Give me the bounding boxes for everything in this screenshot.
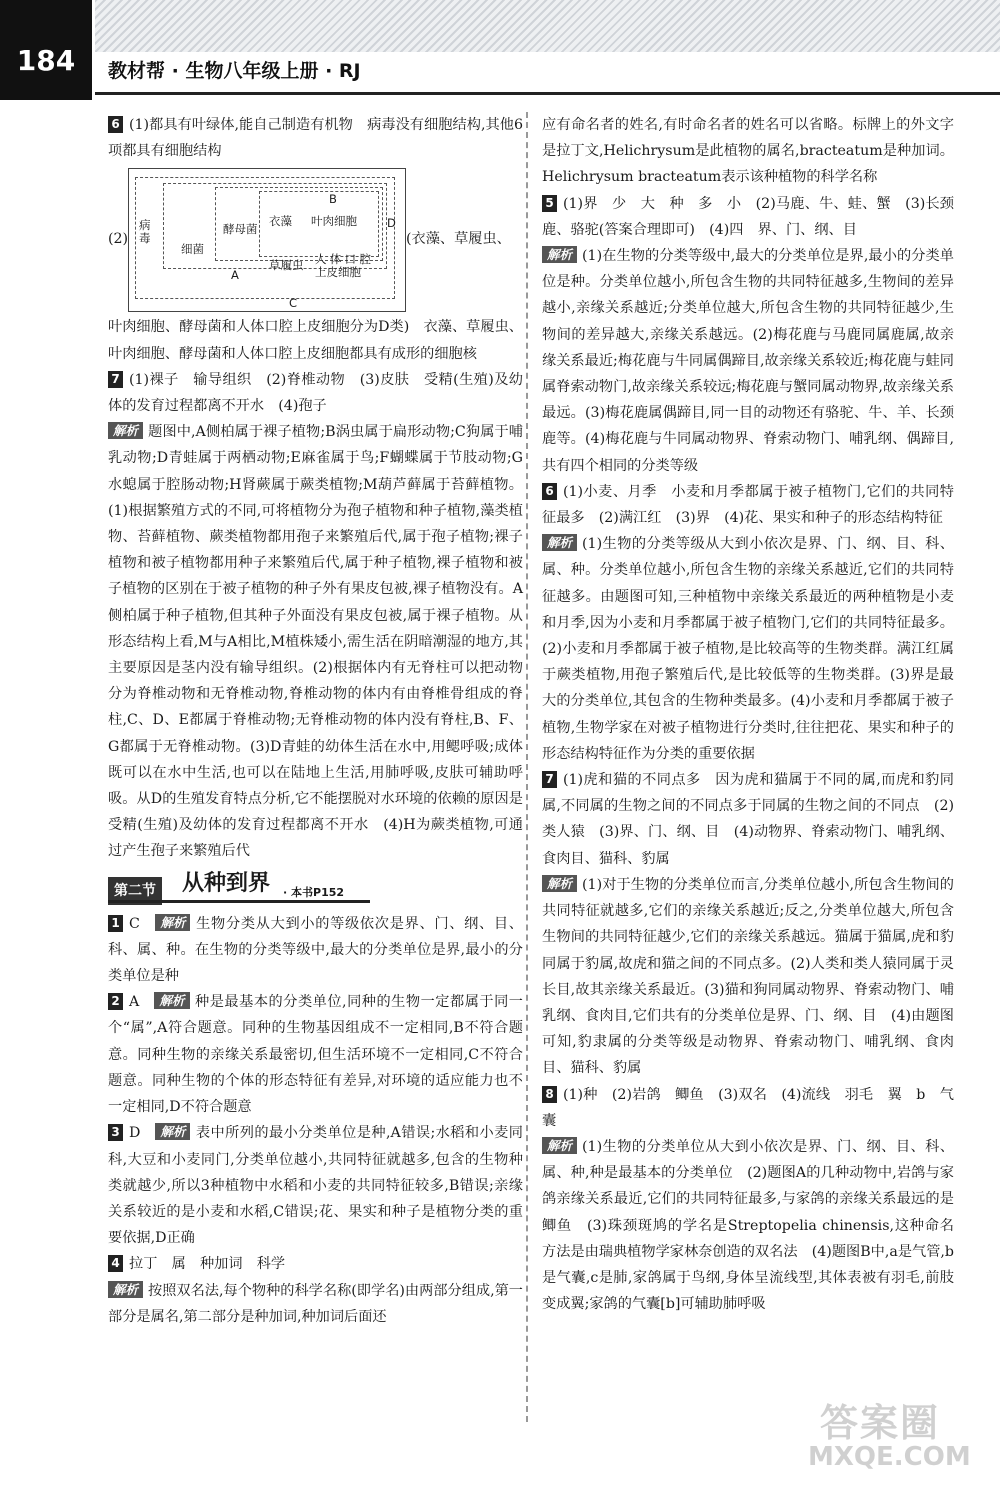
- explanation-text: (1)对于生物的分类单位而言,分类单位越小,所包含生物间的共同特征就越多,它们的亲缘关系越近;反之,分类单位越大,所包含生物间的共同特征越少,它们的亲缘关系越远。猫属于猫属,虎和豹同属于豹属,故虎和猫之间的不同点多。(2)人类和类人猿同属于灵长目,故其亲缘关系最近。(3)猫和狗同属动物界、脊索动物门、哺乳纲、食肉目,它们共有的分类单位是界、门、纲、目 (4)由题图可知,豹隶属的分类等级是动物界、脊索动物门、哺乳纲、食肉目、猫科、豹属: [542, 876, 954, 1077]
- page-header: [0, 0, 1000, 100]
- section-title: 从种到界: [182, 870, 271, 896]
- analysis-tag: 解析: [542, 875, 577, 892]
- explanation-text: 题图中,A侧柏属于裸子植物;B涡虫属于扁形动物;C狗属于哺乳动物;D青蛙属于两栖动物;E麻雀属于鸟;F蝴蝶属于节肢动物;G水螅属于腔肠动物;H肾蕨属于蕨类植物;M葫芦藓属于苔藓植物。(1)根据繁殖方式的不同,可将植物分为孢子植物和种子植物,藻类植物、苔藓植物、蕨类植物都用孢子来繁殖后代,属于孢子植物;裸子植物和被子植物都用种子来繁殖后代,属于种子植物,裸子植物和被子植物的区别在于被子植物的种子外有果皮包被,裸子植物没有。A侧柏属于种子植物,但其种子外面没有果皮包被,属于裸子植物。从形态结构上看,M与A相比,M植株矮小,需生活在阴暗潮湿的地方,其主要原因是茎内没有输导组织。(2)根据体内有无脊柱可以把动物分为脊椎动物和无脊椎动物,脊椎动物的体内有由脊椎骨组成的脊柱,C、D、E都属于脊椎动物;无脊椎动物的体内没有脊柱,B、F、G都属于无脊椎动物。(3)D青蛙的幼体生活在水中,用鳃呼吸;成体既可以在水中生活,也可以在陆地上生活,用肺呼吸,皮肤可辅助呼吸。从D的生殖发育特点分析,它不能摆脱对水环境的依赖的原因是受精(生殖)及幼体的发育过程都离不开水 (4)H为蕨类植物,可通过产生孢子来繁殖后代: [108, 424, 523, 860]
- answer-6: [108, 112, 523, 164]
- section-tag: 第二节: [108, 877, 162, 905]
- label-chlamydomonas: 衣藻: [269, 214, 292, 229]
- explanation-s6: [542, 531, 954, 767]
- question-number: 1: [108, 915, 123, 932]
- label-virus: 病毒: [139, 218, 151, 246]
- explanation-text: (1)在生物的分类等级中,最大的分类单位是界,最小的分类单位是种。分类单位越小,所包含生物的共同特征越多,生物间的差异越小,亲缘关系越近;分类单位越大,所包含生物的共同特征越少,生物间的差异越大,亲缘关系越远。(2)梅花鹿与马鹿同属鹿属,故亲缘关系最近;梅花鹿与牛同属偶蹄目,故亲缘关系较近;梅花鹿与蛙同属脊索动物门,故亲缘关系较远;梅花鹿与蟹同属动物界,故亲缘关系最远。(3)梅花鹿属偶蹄目,同一目的动物还有骆驼、牛、羊、长颈鹿等。(4)梅花鹿与牛同属动物界、脊索动物门、哺乳纲、偶蹄目,共有四个相同的分类等级: [542, 248, 954, 474]
- header-pattern: [95, 0, 1000, 52]
- header-rule: [95, 92, 1000, 95]
- explanation-s4: [108, 1278, 523, 1330]
- answer-text: 拉丁 属 种加词 科学: [129, 1256, 286, 1273]
- explanation-7: [108, 419, 523, 864]
- answer-s2: [108, 989, 523, 1120]
- watermark-url: MXQE.COM: [808, 1442, 971, 1472]
- right-column: [542, 112, 954, 1317]
- analysis-tag: 解析: [542, 534, 577, 551]
- label-c: C: [289, 296, 298, 311]
- answer-s8: [542, 1082, 954, 1134]
- answer-text: (1)种 (2)岩鸽 鲫鱼 (3)双名 (4)流线 羽毛 翼 b 气囊: [542, 1086, 954, 1129]
- question-number: 7: [108, 371, 123, 388]
- answer-s7: [542, 767, 954, 872]
- question-number: 6: [542, 483, 557, 500]
- question-number: 7: [542, 771, 557, 788]
- label-bacteria: 细菌: [181, 242, 204, 257]
- answer-text: (1)都具有叶绿体,能自己制造有机物 病毒没有细胞结构,其他6项都具有细胞结构: [108, 117, 523, 160]
- question-number: 6: [108, 116, 123, 133]
- left-column: [108, 112, 523, 1330]
- answer-s5: [542, 191, 954, 243]
- explanation-text: 生物分类从大到小的等级依次是界、门、纲、目、科、属、种。在生物的分类等级中,最大的分类单位是界,最小的分类单位是种: [108, 915, 523, 985]
- answer-s3: [108, 1120, 523, 1251]
- answer-text: (1)界 少 大 种 多 小 (2)马鹿、牛、蛙、蟹 (3)长颈鹿、骆驼(答案合理即可) (4)四 界、门、纲、目: [542, 195, 954, 238]
- book-title: 教材帮 · 生物八年级上册 · RJ: [108, 60, 361, 82]
- diagram-suffix: (衣藻、草履虫、: [406, 231, 511, 248]
- explanation-text: (1)生物的分类等级从大到小依次是界、门、纲、目、科、属、种。分类单位越小,所包含生物的亲缘关系越近,它们的共同特征越多。由题图可知,三种植物中亲缘关系最近的两种植物是小麦和月季,因为小麦和月季都属于被子植物门,它们的共同特征最多。(2)小麦和月季都属于被子植物,是比较高等的生物类群。满江红属于蕨类植物,用孢子繁殖后代,是比较低等的生物类群。(3)界是最大的分类单位,其包含的生物种类最多。(4)小麦和月季都属于被子植物,生物学家在对被子植物进行分类时,往往把花、果实和种子的形态结构特征作为分类的重要依据: [542, 536, 954, 762]
- analysis-tag: 解析: [154, 992, 189, 1009]
- explanation-s4-continued: 应有命名者的姓名,有时命名者的姓名可以省略。标牌上的外文字是拉丁文,Helichrysum是此植物的属名,bracteatum是种加词。Helichrysum bracteatum表示该种植物的科学名称: [542, 117, 954, 186]
- column-divider: [526, 112, 528, 1422]
- answer-choice: C: [129, 915, 140, 932]
- explanation-text: 表中所列的最小分类单位是种,A错误;水稻和小麦同科,大豆和小麦同门,分类单位越小,共同特征就越多,包含的生物种类就越少,所以3种植物中水稻和小麦的共同特征较多,B错误;亲缘关系较近的是小麦和水稻,C错误;花、果实和种子是植物分类的重要依据,D正确: [108, 1125, 523, 1247]
- section-rule: [108, 900, 370, 903]
- analysis-tag: 解析: [542, 1137, 577, 1154]
- explanation-s8: [542, 1134, 954, 1317]
- answer-text: (1)小麦、月季 小麦和月季都属于被子植物门,它们的共同特征最多 (2)满江红 (3)界 (4)花、果实和种子的形态结构特征: [542, 483, 954, 527]
- analysis-tag: 解析: [155, 1123, 190, 1140]
- label-paramecium: 草履虫: [269, 258, 304, 273]
- explanation-s7: [542, 872, 954, 1082]
- analysis-tag: 解析: [155, 914, 190, 931]
- classification-diagram: [128, 168, 406, 312]
- question-number: 4: [108, 1255, 123, 1272]
- diagram-prefix: (2): [108, 231, 129, 248]
- explanation-text: (1)生物的分类单位从大到小依次是界、门、纲、目、科、属、种,种是最基本的分类单位 (2)题图A的几种动物中,岩鸽与家鸽亲缘关系最近,它们的共同特征最多,与家鸽的亲缘关系最远的是鲫鱼 (3)珠颈斑鸠的学名是Streptopelia chinensis,这种命名方法是由瑞典植物学家林奈创造的双名法 (4)题图B中,a是气管,b是气囊,c是肺,家鸽属于鸟纲,身体呈流线型,其体表被有羽毛,前肢变成翼;家鸽的气囊[b]可辅助肺呼吸: [542, 1138, 954, 1313]
- answer-text: (1)裸子 输导组织 (2)脊椎动物 (3)皮肤 受精(生殖)及幼体的发育过程都离不开水 (4)孢子: [108, 371, 523, 415]
- question-number: 3: [108, 1124, 123, 1141]
- watermark-text: 答案圈: [820, 1401, 941, 1445]
- label-yeast: 酵母菌: [223, 222, 258, 237]
- answer-7: [108, 367, 523, 419]
- answer-choice: D: [129, 1125, 141, 1142]
- answer-s4: [108, 1251, 523, 1277]
- analysis-tag: 解析: [108, 1281, 143, 1298]
- label-a: A: [231, 268, 239, 283]
- page-number: 184: [0, 0, 92, 100]
- explanation-text: 按照双名法,每个物种的科学名称(即学名)由两部分组成,第一部分是属名,第二部分是种加词,种加词后面还: [108, 1282, 523, 1325]
- section-header: [108, 871, 523, 903]
- label-epithelial-cell: 人体口腔上皮细胞: [315, 252, 371, 280]
- answer-6-continued: 叶肉细胞、酵母菌和人体口腔上皮细胞分为D类) 衣藻、草履虫、叶肉细胞、酵母菌和人体口腔上皮细胞都具有成形的细胞核: [108, 319, 523, 362]
- answer-s1: [108, 911, 523, 990]
- answer-s6: [542, 479, 954, 531]
- classification-diagram-row: [108, 164, 523, 314]
- answer-choice: A: [129, 994, 140, 1011]
- question-number: 5: [542, 195, 557, 212]
- explanation-s5: [542, 243, 954, 479]
- question-number: 8: [542, 1086, 557, 1103]
- label-d: D: [387, 216, 396, 231]
- analysis-tag: 解析: [108, 422, 143, 439]
- question-number: 2: [108, 993, 123, 1010]
- label-b: B: [329, 192, 337, 207]
- section-page-ref: · 本书P152: [283, 885, 345, 899]
- explanation-text: 种是最基本的分类单位,同种的生物一定都属于同一个“属”,A符合题意。同种的生物基因组成不一定相同,B不符合题意。同种生物的亲缘关系最密切,但生活环境不一定相同,C不符合题意。同种生物的个体的形态特征有差异,对环境的适应能力也不一定相同,D不符合题意: [108, 994, 523, 1116]
- analysis-tag: 解析: [542, 246, 577, 263]
- label-leaf-cell: 叶肉细胞: [311, 214, 357, 229]
- answer-text: (1)虎和猫的不同点多 因为虎和猫属于不同的属,而虎和豹同属,不同属的生物之间的不同点多于同属的生物之间的不同点 (2)类人猿 (3)界、门、纲、目 (4)动物界、脊索动物门、哺乳纲、食肉目、猫科、豹属: [542, 772, 954, 867]
- watermark-logo: [800, 1390, 990, 1480]
